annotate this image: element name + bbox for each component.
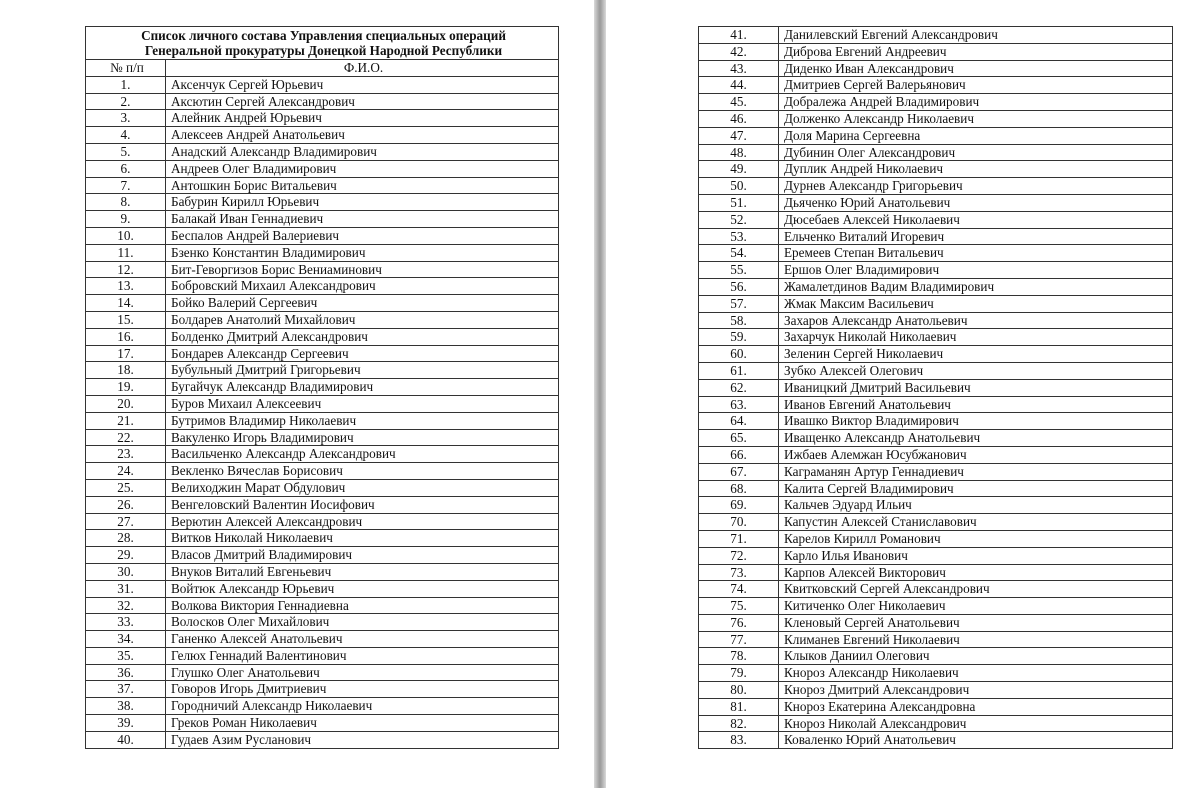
table-row — [699, 27, 1173, 44]
person-name: Карло Илья Иванович — [779, 547, 1173, 564]
person-name: Бит-Геворгизов Борис Вениаминович — [166, 261, 559, 278]
row-number: 34. — [86, 631, 166, 648]
table-row — [699, 530, 1173, 547]
person-name: Волосков Олег Михайлович — [166, 614, 559, 631]
person-name: Жамалетдинов Вадим Владимирович — [779, 278, 1173, 295]
row-number: 43. — [699, 60, 779, 77]
person-name: Внуков Виталий Евгеньевич — [166, 563, 559, 580]
table-row — [86, 160, 559, 177]
person-name: Глушко Олег Анатольевич — [166, 664, 559, 681]
person-name: Иваницкий Дмитрий Васильевич — [779, 379, 1173, 396]
person-name: Долженко Александр Николаевич — [779, 110, 1173, 127]
person-name: Алейник Андрей Юрьевич — [166, 110, 559, 127]
personnel-table-left — [85, 26, 559, 749]
row-number: 44. — [699, 77, 779, 94]
person-name: Ганенко Алексей Анатольевич — [166, 631, 559, 648]
row-number: 71. — [699, 530, 779, 547]
row-number: 4. — [86, 127, 166, 144]
row-number: 47. — [699, 127, 779, 144]
table-row — [699, 110, 1173, 127]
row-number: 24. — [86, 463, 166, 480]
table-row — [699, 77, 1173, 94]
row-number: 11. — [86, 244, 166, 261]
table-row — [86, 211, 559, 228]
person-name: Андреев Олег Владимирович — [166, 160, 559, 177]
row-number: 36. — [86, 664, 166, 681]
table-row — [86, 463, 559, 480]
row-number: 31. — [86, 580, 166, 597]
person-name: Бубульный Дмитрий Григорьевич — [166, 362, 559, 379]
table-row — [86, 614, 559, 631]
row-number: 16. — [86, 328, 166, 345]
table-row — [86, 278, 559, 295]
row-number: 42. — [699, 43, 779, 60]
row-number: 7. — [86, 177, 166, 194]
person-name: Захарчук Николай Николаевич — [779, 329, 1173, 346]
table-row — [86, 496, 559, 513]
table-row — [86, 76, 559, 93]
row-number: 22. — [86, 429, 166, 446]
row-number: 60. — [699, 346, 779, 363]
table-row — [699, 346, 1173, 363]
person-name: Доля Марина Сергеевна — [779, 127, 1173, 144]
person-name: Ижбаев Алемжан Юсубжанович — [779, 446, 1173, 463]
row-number: 76. — [699, 614, 779, 631]
table-row — [86, 194, 559, 211]
person-name: Бзенко Константин Владимирович — [166, 244, 559, 261]
table-row — [86, 110, 559, 127]
person-name: Власов Дмитрий Владимирович — [166, 547, 559, 564]
table-row — [699, 614, 1173, 631]
page-divider — [594, 0, 606, 788]
table-row — [86, 311, 559, 328]
row-number: 18. — [86, 362, 166, 379]
left-page — [0, 0, 594, 788]
row-number: 80. — [699, 682, 779, 699]
row-number: 55. — [699, 262, 779, 279]
person-name: Бугайчук Александр Владимирович — [166, 379, 559, 396]
table-row — [86, 143, 559, 160]
row-number: 26. — [86, 496, 166, 513]
table-row — [86, 597, 559, 614]
title-row — [86, 27, 559, 60]
person-name: Дмитриев Сергей Валерьянович — [779, 77, 1173, 94]
table-row — [86, 328, 559, 345]
row-number: 81. — [699, 698, 779, 715]
table-row — [86, 479, 559, 496]
title-line-2: Генеральной прокуратуры Донецкой Народной Республики — [144, 43, 503, 58]
person-name: Коваленко Юрий Анатольевич — [779, 732, 1173, 749]
person-name: Карелов Кирилл Романович — [779, 530, 1173, 547]
table-row — [86, 446, 559, 463]
table-row — [86, 395, 559, 412]
person-name: Добралежа Андрей Владимирович — [779, 94, 1173, 111]
person-name: Бойко Валерий Сергеевич — [166, 295, 559, 312]
table-row — [86, 429, 559, 446]
table-row — [699, 598, 1173, 615]
table-row — [699, 127, 1173, 144]
table-row — [699, 329, 1173, 346]
table-row — [699, 732, 1173, 749]
table-row — [699, 480, 1173, 497]
person-name: Кленовый Сергей Анатольевич — [779, 614, 1173, 631]
table-row — [699, 211, 1173, 228]
row-number: 78. — [699, 648, 779, 665]
row-number: 72. — [699, 547, 779, 564]
row-number: 69. — [699, 497, 779, 514]
person-name: Волкова Виктория Геннадиевна — [166, 597, 559, 614]
table-row — [699, 631, 1173, 648]
table-row — [699, 698, 1173, 715]
person-name: Велиходжин Марат Обдулович — [166, 479, 559, 496]
right-page — [606, 0, 1200, 788]
row-number: 79. — [699, 665, 779, 682]
table-row — [699, 144, 1173, 161]
table-row — [699, 581, 1173, 598]
row-number: 63. — [699, 396, 779, 413]
row-number: 21. — [86, 412, 166, 429]
table-row — [86, 547, 559, 564]
row-number: 35. — [86, 647, 166, 664]
table-row — [86, 580, 559, 597]
person-name: Гудаев Азим Русланович — [166, 731, 559, 748]
row-number: 59. — [699, 329, 779, 346]
table-row — [86, 93, 559, 110]
personnel-table-right — [698, 26, 1173, 749]
row-number: 58. — [699, 312, 779, 329]
person-name: Еремеев Степан Витальевич — [779, 245, 1173, 262]
person-name: Кальчев Эдуард Ильич — [779, 497, 1173, 514]
table-row — [699, 547, 1173, 564]
person-name: Алексеев Андрей Анатольевич — [166, 127, 559, 144]
table-row — [699, 514, 1173, 531]
table-row — [86, 631, 559, 648]
table-row — [86, 664, 559, 681]
person-name: Городничий Александр Николаевич — [166, 698, 559, 715]
table-row — [699, 497, 1173, 514]
row-number: 73. — [699, 564, 779, 581]
person-name: Капустин Алексей Станиславович — [779, 514, 1173, 531]
table-row — [699, 430, 1173, 447]
person-name: Диброва Евгений Андреевич — [779, 43, 1173, 60]
row-number: 53. — [699, 228, 779, 245]
table-row — [86, 681, 559, 698]
row-number: 57. — [699, 295, 779, 312]
title-line-1: Список личного состава Управления специальных операций — [141, 27, 506, 43]
table-row — [86, 261, 559, 278]
person-name: Дюсебаев Алексей Николаевич — [779, 211, 1173, 228]
person-name: Аксенчук Сергей Юрьевич — [166, 76, 559, 93]
row-number: 8. — [86, 194, 166, 211]
row-number: 13. — [86, 278, 166, 295]
table-row — [86, 177, 559, 194]
table-row — [699, 362, 1173, 379]
person-name: Бондарев Александр Сергеевич — [166, 345, 559, 362]
row-number: 49. — [699, 161, 779, 178]
table-row — [86, 379, 559, 396]
row-number: 70. — [699, 514, 779, 531]
person-name: Греков Роман Николаевич — [166, 715, 559, 732]
person-name: Витков Николай Николаевич — [166, 530, 559, 547]
person-name: Ивашко Виктор Владимирович — [779, 413, 1173, 430]
row-number: 19. — [86, 379, 166, 396]
table-row — [699, 682, 1173, 699]
row-number: 56. — [699, 278, 779, 295]
person-name: Беспалов Андрей Валериевич — [166, 227, 559, 244]
person-name: Данилевский Евгений Александрович — [779, 27, 1173, 44]
row-number: 6. — [86, 160, 166, 177]
person-name: Войтюк Александр Юрьевич — [166, 580, 559, 597]
person-name: Клыков Даниил Олегович — [779, 648, 1173, 665]
row-number: 32. — [86, 597, 166, 614]
row-number: 68. — [699, 480, 779, 497]
row-number: 54. — [699, 245, 779, 262]
person-name: Квитковский Сергей Александрович — [779, 581, 1173, 598]
row-number: 1. — [86, 76, 166, 93]
table-row — [699, 463, 1173, 480]
row-number: 64. — [699, 413, 779, 430]
table-row — [699, 413, 1173, 430]
table-row — [86, 715, 559, 732]
row-number: 14. — [86, 295, 166, 312]
row-number: 40. — [86, 731, 166, 748]
table-row — [86, 698, 559, 715]
person-name: Кнороз Николай Александрович — [779, 715, 1173, 732]
table-row — [699, 396, 1173, 413]
row-number: 38. — [86, 698, 166, 715]
table-row — [699, 715, 1173, 732]
table-row — [699, 278, 1173, 295]
table-row — [699, 245, 1173, 262]
row-number: 51. — [699, 194, 779, 211]
table-row — [699, 665, 1173, 682]
row-number: 48. — [699, 144, 779, 161]
row-number: 30. — [86, 563, 166, 580]
row-number: 10. — [86, 227, 166, 244]
row-number: 82. — [699, 715, 779, 732]
row-number: 28. — [86, 530, 166, 547]
row-number: 46. — [699, 110, 779, 127]
person-name: Бобровский Михаил Александрович — [166, 278, 559, 295]
person-name: Зубко Алексей Олегович — [779, 362, 1173, 379]
table-row — [86, 345, 559, 362]
row-number: 45. — [699, 94, 779, 111]
table-row — [699, 161, 1173, 178]
person-name: Дурнев Александр Григорьевич — [779, 178, 1173, 195]
person-name: Диденко Иван Александрович — [779, 60, 1173, 77]
person-name: Гелюх Геннадий Валентинович — [166, 647, 559, 664]
person-name: Кнороз Дмитрий Александрович — [779, 682, 1173, 699]
person-name: Васильченко Александр Александрович — [166, 446, 559, 463]
person-name: Иванов Евгений Анатольевич — [779, 396, 1173, 413]
table-row — [699, 60, 1173, 77]
person-name: Дьяченко Юрий Анатольевич — [779, 194, 1173, 211]
row-number: 17. — [86, 345, 166, 362]
table-row — [699, 194, 1173, 211]
person-name: Китиченко Олег Николаевич — [779, 598, 1173, 615]
person-name: Зеленин Сергей Николаевич — [779, 346, 1173, 363]
person-name: Болдарев Анатолий Михайлович — [166, 311, 559, 328]
person-name: Балакай Иван Геннадиевич — [166, 211, 559, 228]
person-name: Вакуленко Игорь Владимирович — [166, 429, 559, 446]
row-number: 67. — [699, 463, 779, 480]
row-number: 77. — [699, 631, 779, 648]
table-row — [86, 647, 559, 664]
person-name: Карпов Алексей Викторович — [779, 564, 1173, 581]
col-header-num: № п/п — [86, 60, 166, 77]
row-number: 66. — [699, 446, 779, 463]
table-row — [86, 362, 559, 379]
table-row — [86, 731, 559, 748]
row-number: 52. — [699, 211, 779, 228]
person-name: Климанев Евгений Николаевич — [779, 631, 1173, 648]
table-row — [86, 513, 559, 530]
row-number: 50. — [699, 178, 779, 195]
table-row — [699, 178, 1173, 195]
row-number: 37. — [86, 681, 166, 698]
person-name: Анадский Александр Владимирович — [166, 143, 559, 160]
table-row — [86, 412, 559, 429]
table-row — [699, 228, 1173, 245]
row-number: 20. — [86, 395, 166, 412]
table-row — [86, 295, 559, 312]
row-number: 23. — [86, 446, 166, 463]
row-number: 15. — [86, 311, 166, 328]
row-number: 25. — [86, 479, 166, 496]
row-number: 33. — [86, 614, 166, 631]
person-name: Верютин Алексей Александрович — [166, 513, 559, 530]
row-number: 61. — [699, 362, 779, 379]
row-number: 27. — [86, 513, 166, 530]
row-number: 2. — [86, 93, 166, 110]
row-number: 62. — [699, 379, 779, 396]
person-name: Ершов Олег Владимирович — [779, 262, 1173, 279]
table-row — [699, 312, 1173, 329]
document-title — [86, 27, 559, 60]
row-number: 83. — [699, 732, 779, 749]
person-name: Кнороз Александр Николаевич — [779, 665, 1173, 682]
person-name: Бабурин Кирилл Юрьевич — [166, 194, 559, 211]
person-name: Буров Михаил Алексеевич — [166, 395, 559, 412]
row-number: 74. — [699, 581, 779, 598]
person-name: Говоров Игорь Дмитриевич — [166, 681, 559, 698]
table-row — [699, 295, 1173, 312]
table-row — [699, 648, 1173, 665]
table-row — [86, 127, 559, 144]
row-number: 29. — [86, 547, 166, 564]
person-name: Каграманян Артур Геннадиевич — [779, 463, 1173, 480]
table-row — [699, 379, 1173, 396]
col-header-name: Ф.И.О. — [166, 60, 559, 77]
table-row — [699, 262, 1173, 279]
person-name: Кнороз Екатерина Александровна — [779, 698, 1173, 715]
header-row — [86, 60, 559, 77]
person-name: Дубинин Олег Александрович — [779, 144, 1173, 161]
person-name: Аксютин Сергей Александрович — [166, 93, 559, 110]
row-number: 75. — [699, 598, 779, 615]
table-row — [699, 564, 1173, 581]
person-name: Калита Сергей Владимирович — [779, 480, 1173, 497]
row-number: 12. — [86, 261, 166, 278]
row-number: 5. — [86, 143, 166, 160]
person-name: Иващенко Александр Анатольевич — [779, 430, 1173, 447]
table-row — [699, 43, 1173, 60]
table-row — [86, 563, 559, 580]
person-name: Бутримов Владимир Николаевич — [166, 412, 559, 429]
row-number: 3. — [86, 110, 166, 127]
person-name: Дуплик Андрей Николаевич — [779, 161, 1173, 178]
person-name: Жмак Максим Васильевич — [779, 295, 1173, 312]
table-row — [86, 530, 559, 547]
row-number: 39. — [86, 715, 166, 732]
person-name: Ельченко Виталий Игоревич — [779, 228, 1173, 245]
table-row — [699, 94, 1173, 111]
table-row — [86, 227, 559, 244]
table-row — [86, 244, 559, 261]
person-name: Векленко Вячеслав Борисович — [166, 463, 559, 480]
table-row — [699, 446, 1173, 463]
person-name: Венгеловский Валентин Иосифович — [166, 496, 559, 513]
person-name: Захаров Александр Анатольевич — [779, 312, 1173, 329]
row-number: 41. — [699, 27, 779, 44]
person-name: Болденко Дмитрий Александрович — [166, 328, 559, 345]
person-name: Антошкин Борис Витальевич — [166, 177, 559, 194]
row-number: 9. — [86, 211, 166, 228]
row-number: 65. — [699, 430, 779, 447]
